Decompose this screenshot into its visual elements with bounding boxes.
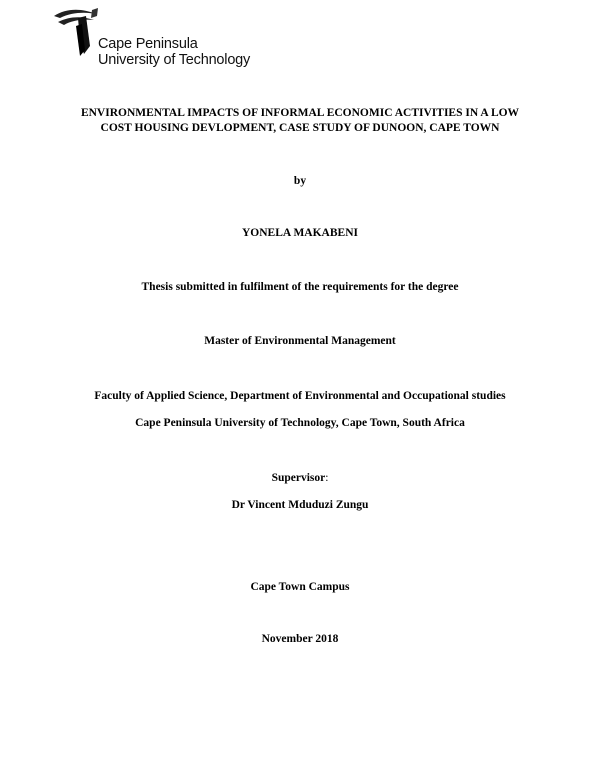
submission-statement: Thesis submitted in fulfilment of the requirements for the degree xyxy=(141,281,459,293)
university-location: Cape Peninsula University of Technology, Cape Town, South Africa xyxy=(135,417,465,429)
supervisor-name: Dr Vincent Mduduzi Zungu xyxy=(231,499,369,511)
thesis-title-line-1: ENVIRONMENTAL IMPACTS OF INFORMAL ECONOMIC ACTIVITIES IN A LOW xyxy=(80,107,520,119)
faculty-department: Faculty of Applied Science, Department of Environmental and Occupational studies xyxy=(94,390,506,402)
supervisor-label xyxy=(0,471,600,485)
logo-wordmark xyxy=(98,36,250,68)
logo-line-1: Cape Peninsula xyxy=(98,36,198,52)
logo-line-2: University of Technology xyxy=(98,52,251,68)
by-label: by xyxy=(293,175,307,187)
university-logo xyxy=(52,6,251,72)
degree-name: Master of Environmental Management xyxy=(204,335,396,347)
supervisor-label-text: Supervisor xyxy=(271,472,326,484)
author-name: YONELA MAKABENI xyxy=(242,227,358,239)
campus-name: Cape Town Campus xyxy=(250,581,350,593)
supervisor-colon: : xyxy=(325,472,329,484)
submission-date: November 2018 xyxy=(261,633,339,645)
thesis-title-line-2: COST HOUSING DEVLOPMENT, CASE STUDY OF DUNOON, CAPE TOWN xyxy=(100,122,500,134)
